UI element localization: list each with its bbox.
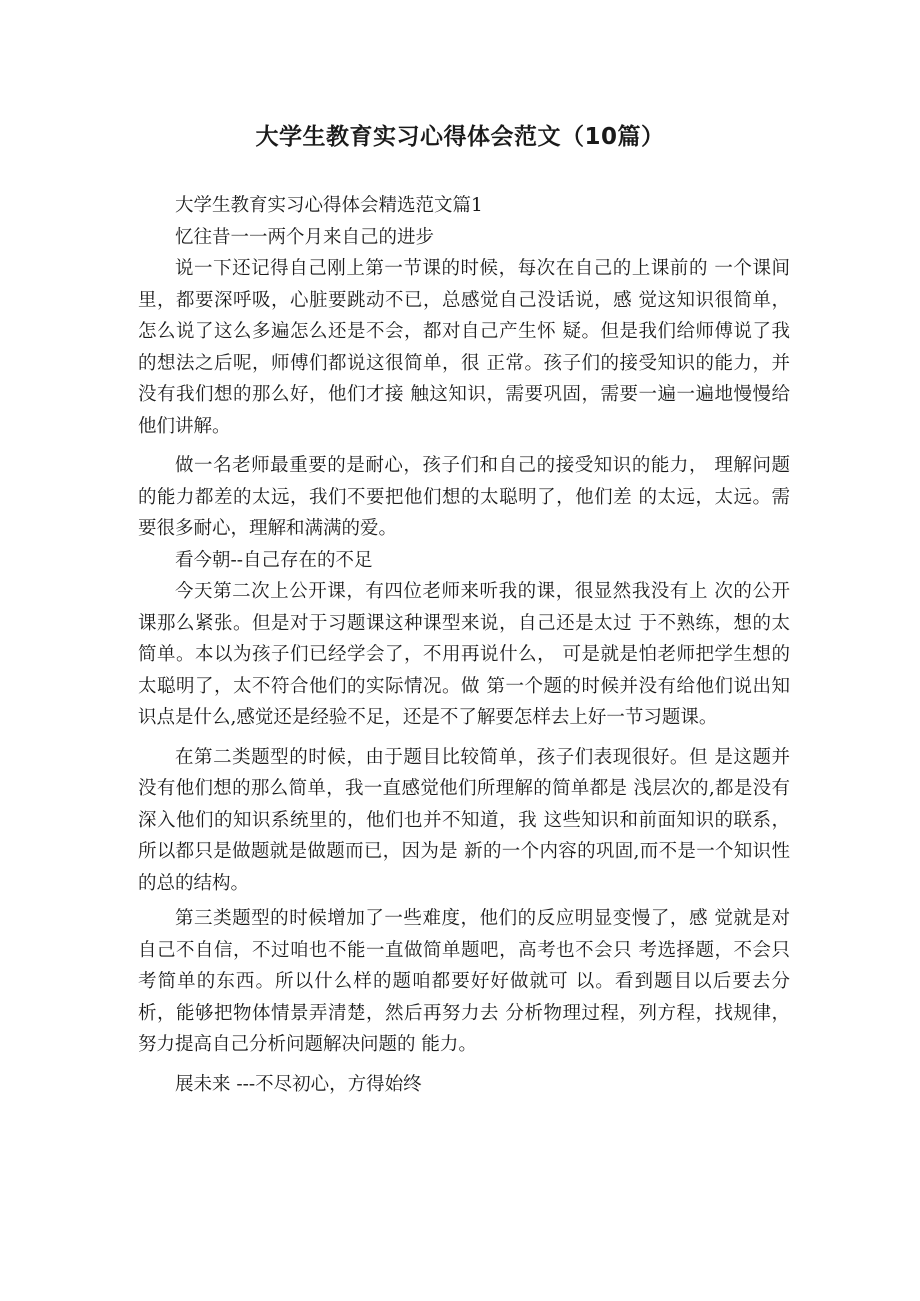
document-body bbox=[138, 190, 790, 1100]
paragraph: 做一名老师最重要的是耐心，孩子们和自己的接受知识的能力， 理解问题的能力都差的太远，我们不要把他们想的太聪明了，他们差 的太远，太远。需要很多耐心，理解和满满的爱。 bbox=[138, 455, 790, 539]
subheading-future: 展未来 ---不尽初心，方得始终 bbox=[175, 1073, 422, 1095]
subheading-past: 忆往昔一一两个月来自己的进步 bbox=[175, 226, 435, 248]
paragraph: 今天第二次上公开课，有四位老师来听我的课，很显然我没有上 次的公开课那么紧张。但是对于习题课这种课型来说，自己还是太过 于不熟练，想的太简单。本以为孩子们已经学会了，不用再说什么， 可是就是怕老师把学生想的太聪明了，太不符合他们的实际情况。做 第一个题的时候并没有给他们说出知识点是什么,感觉还是经验不足，还是不了解要怎样去上好一节习题课。 bbox=[138, 581, 790, 728]
section-heading: 大学生教育实习心得体会精选范文篇1 bbox=[175, 195, 483, 216]
paragraph: 说一下还记得自己刚上第一节课的时候，每次在自己的上课前的 一个课间里，都要深呼吸，心脏要跳动不已，总感觉自己没话说，感 觉这知识很简单，怎么说了这么多遍怎么还是不会，都对自己产生怀 疑。但是我们给师傅说了我的想法之后呢，师傅们都说这很简单，很 正常。孩子们的接受知识的能力，并没有我们想的那么好，他们才接 触这知识，需要巩固，需要一遍一遍地慢慢给他们讲解。 bbox=[138, 258, 790, 437]
subheading-present: 看今朝--自己存在的不足 bbox=[175, 549, 373, 571]
document-title: 大学生教育实习心得体会范文（10篇） bbox=[255, 124, 665, 150]
paragraph: 在第二类题型的时候，由于题目比较简单，孩子们表现很好。但 是这题并没有他们想的那么简单，我一直感觉他们所理解的简单都是 浅层次的,都是没有深入他们的知识系统里的，他们也并不知道，我 这些知识和前面知识的联系，所以都只是做题就是做题而已，因为是 新的一个内容的巩固,而不是一个知识性的总的结构。 bbox=[138, 746, 790, 894]
paragraph: 第三类题型的时候增加了一些难度，他们的反应明显变慢了，感 觉就是对自己不自信，不过咱也不能一直做简单题吧，高考也不会只 考选择题，不会只考简单的东西。所以什么样的题咱都要好好做就可 以。看到题目以后要去分析，能够把物体情景弄清楚，然后再努力去 分析物理过程，列方程，找规律，努力提高自己分析问题解决问题的 能力。 bbox=[138, 908, 790, 1055]
